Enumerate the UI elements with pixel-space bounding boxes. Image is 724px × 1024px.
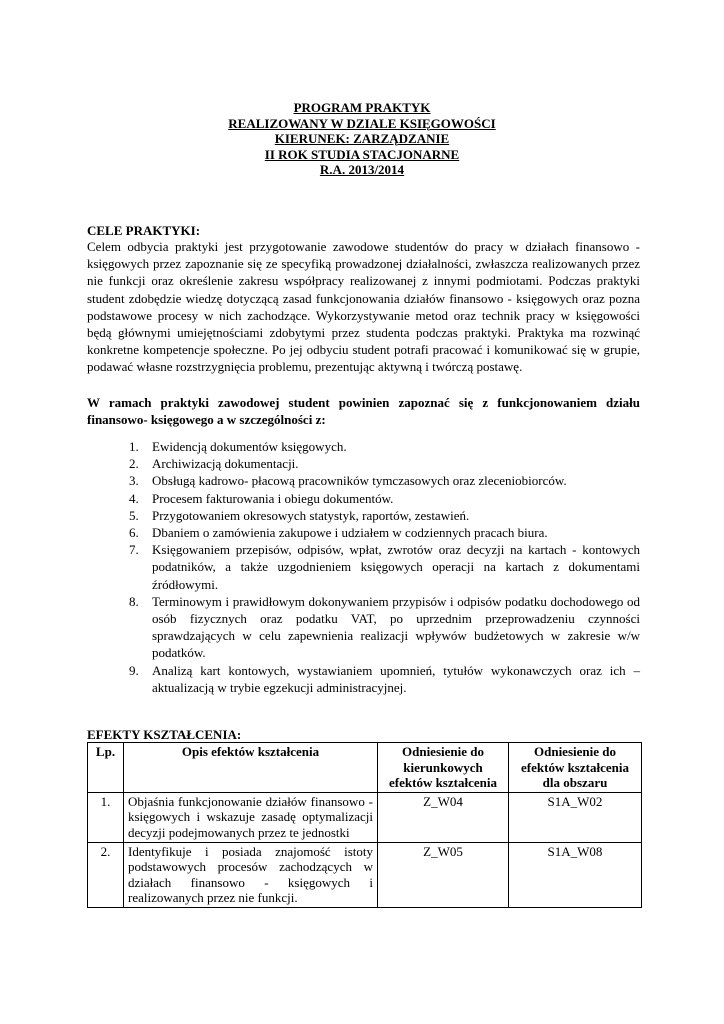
list-item-number: 1.: [129, 439, 139, 454]
list-item-text: Ewidencją dokumentów księgowych.: [152, 439, 347, 454]
header-line-program: PROGRAM PRAKTYK: [293, 100, 431, 115]
list-item-number: 5.: [129, 507, 139, 523]
table-row: [88, 792, 642, 842]
list-item-text: Dbaniem o zamówienia zakupowe i udziałem w codziennych pracach biura.: [152, 525, 548, 541]
list-item-number: 4.: [129, 490, 139, 506]
header-line-field: KIERUNEK: ZARZĄDZANIE: [274, 131, 450, 146]
effects-table: [87, 742, 642, 908]
list-item-text: Procesem fakturowania i obiegu dokumentów.: [152, 490, 394, 506]
effects-title: EFEKTY KSZTAŁCENIA:: [87, 727, 242, 742]
cell-field-effect: Z_W04: [378, 792, 509, 842]
header-line-year: II ROK STUDIA STACJONARNE: [264, 146, 460, 162]
header-line-department: REALIZOWANY W DZIALE KSIĘGOWOŚCI: [228, 115, 496, 131]
header-line-academic-year: R.A. 2013/2014: [319, 162, 405, 177]
column-header-description: Opis efektów kształcenia: [124, 743, 378, 793]
list-item-text: Obsługą kadrowo- płacową pracowników tymczasowych oraz zleceniobiorców.: [152, 473, 567, 489]
list-item-text: Analizą kart kontowych, wystawianiem upomnień, tytułów wykonawczych oraz ich – aktualizacją w trybie egzekucji administracyjnej.: [152, 662, 640, 695]
goals-paragraph: Celem odbycia praktyki jest przygotowanie zawodowe studentów do pracy w działach finansowo - księgowych przez zapoznanie się ze specyfiką prowadzonej działalności, zwłaszcza realizowanych przez nie funkcji oraz określenie zakresu współpracy realizowanej z innymi podmiotami. Podczas praktyki student zdobędzie wiedzę dotyczącą zasad funkcjonowania działów finansowo - księgowych oraz pozna podstawowe procesy w nich zachodzące. Wykorzystywanie metod oraz technik pracy w księgowości będą głównymi umiejętnościami zdobytymi przez studenta podczas praktyki. Praktyka ma rozwinąć konkretne kompetencje społeczne. Po jej odbyciu student potrafi pracować i komunikować się w grupie, podawać własne rozstrzygnięcia problemu, prezentując aktywną i twórczą postawę.: [87, 239, 640, 375]
list-item: [123, 455, 640, 472]
cell-description: Identyfikuje i posiada znajomość istoty podstawowych procesów zachodzących w działach finansowo - księgowych i realizowanych przez nie funkcji.: [124, 842, 378, 907]
cell-field-effect: Z_W05: [378, 842, 509, 907]
list-item-number: 7.: [129, 542, 139, 558]
list-item-text: Terminowym i prawidłowym dokonywaniem przypisów i odpisów podatku dochodowego od osób fizycznych oraz podatku VAT, po uprzednim przeprowadzeniu czynności sprawdzających w celu zapewnienia realizacji wpływów budżetowych w zakresie w/w podatków.: [152, 593, 640, 661]
goals-title: CELE PRAKTYKI:: [87, 223, 201, 238]
list-item-text: Archiwizacją dokumentacji.: [152, 456, 299, 472]
list-item-text: Księgowaniem przepisów, odpisów, wpłat, zwrotów oraz decyzji na kartach - kontowych podatników, a także uzgodnieniem księgowych operacji na kartach z dokumentami źródłowymi.: [152, 542, 640, 592]
cell-description: Objaśnia funkcjonowanie działów finansowo - księgowych i wskazuje zasadę optymalizacji decyzji podejmowanych przez te jednostki: [124, 792, 378, 842]
scope-list: [123, 438, 640, 696]
list-item-number: 2.: [129, 456, 139, 472]
list-item-number: 8.: [129, 593, 139, 609]
list-item-text: Przygotowaniem okresowych statystyk, raportów, zestawień.: [152, 507, 470, 523]
cell-area-effect: S1A_W08: [509, 842, 642, 907]
cell-lp: 2.: [88, 842, 124, 907]
column-header-lp: Lp.: [88, 743, 124, 793]
list-item: [123, 507, 640, 524]
scope-intro: W ramach praktyki zawodowej student powinien zapoznać się z funkcjonowaniem działu finansowo- księgowego a w szczególności z:: [87, 395, 640, 428]
list-item: [123, 593, 640, 662]
cell-lp: 1.: [88, 792, 124, 842]
table-row: [88, 842, 642, 907]
list-item-number: 3.: [129, 473, 139, 489]
list-item-number: 9.: [129, 662, 139, 678]
list-item: [123, 490, 640, 507]
list-item: [123, 472, 640, 489]
list-item: [123, 438, 640, 455]
list-item: [123, 662, 640, 696]
column-header-field-effects: Odniesienie do kierunkowych efektów kształcenia: [378, 743, 509, 793]
table-header-row: [88, 743, 642, 793]
list-item-number: 6.: [129, 525, 139, 541]
list-item: [123, 524, 640, 541]
list-item: [123, 541, 640, 593]
cell-area-effect: S1A_W02: [509, 792, 642, 842]
document-header: [0, 100, 724, 178]
column-header-area-effects: Odniesienie do efektów kształcenia dla obszaru: [509, 743, 642, 793]
